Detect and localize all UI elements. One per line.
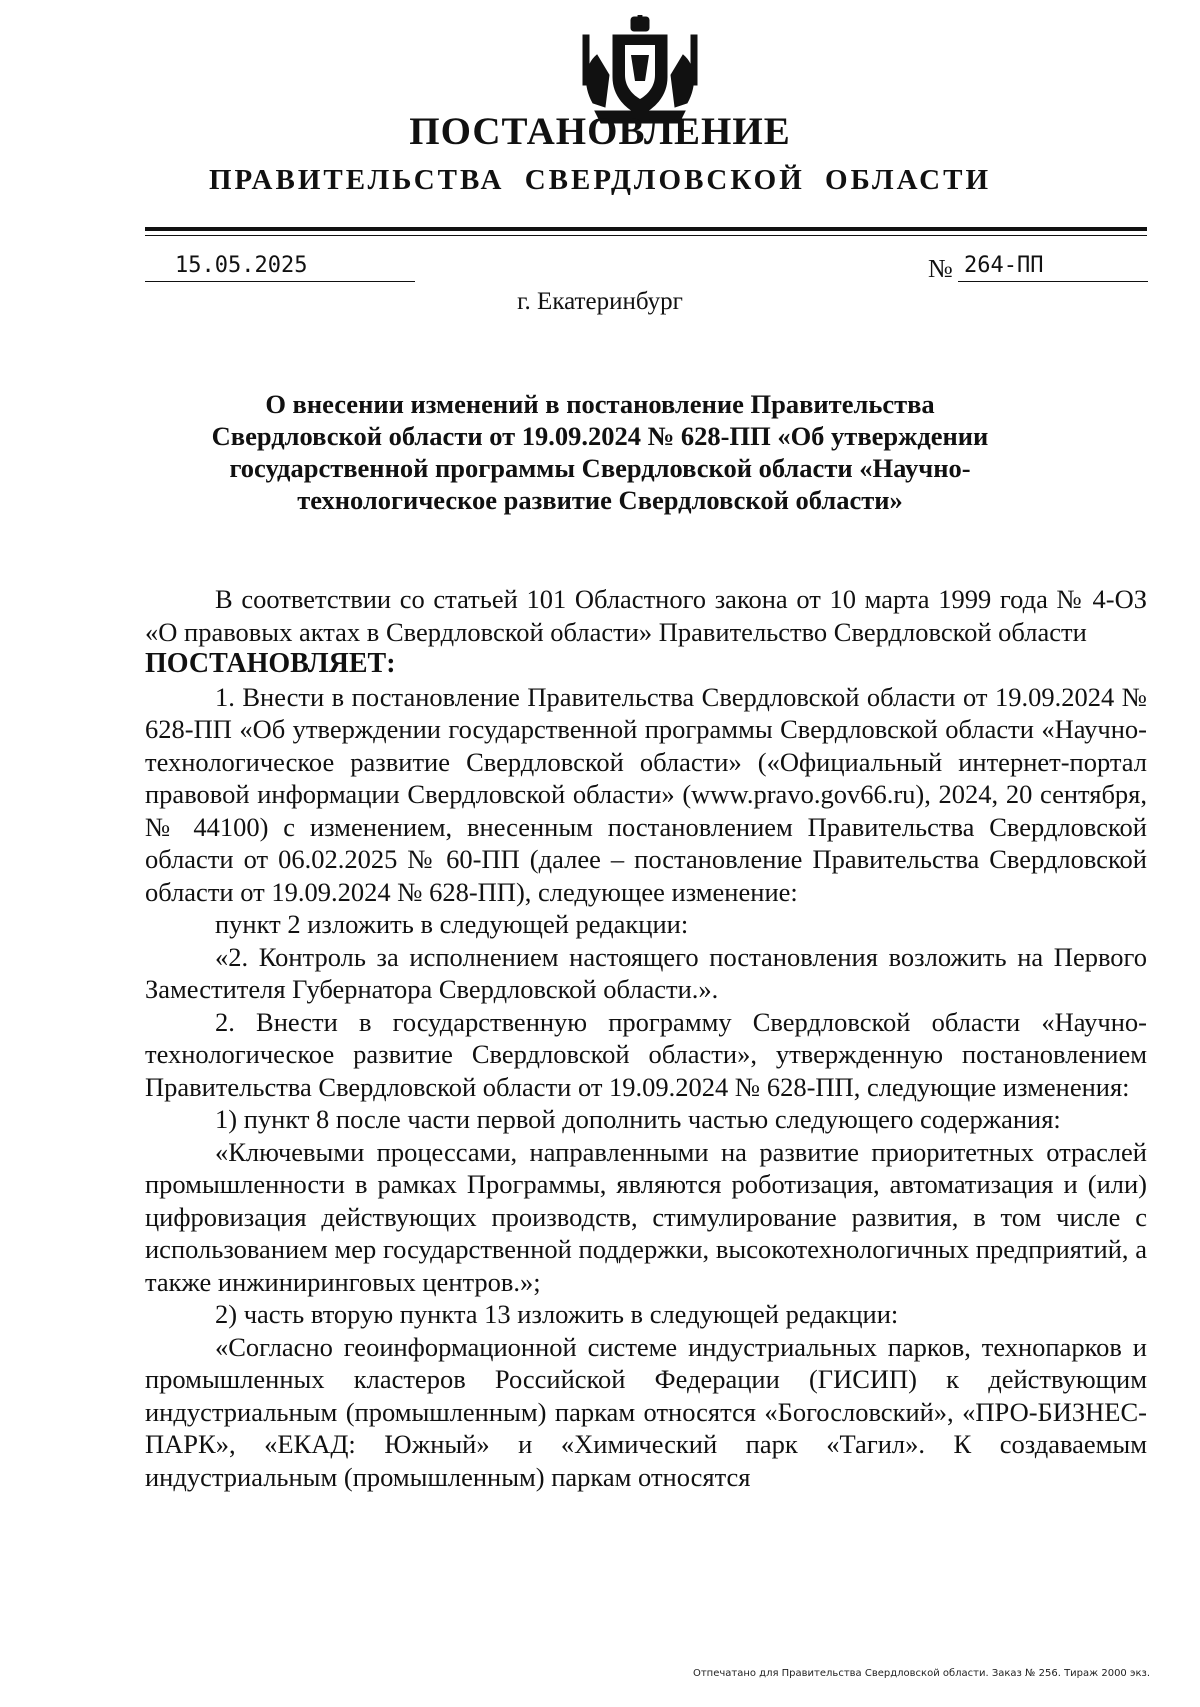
paragraph-item-2-sub-1-text: «Ключевыми процессами, направленными на развитие приоритетных отраслей промышленности в рамках Программы, являются роботизация, автоматизация и (или) цифровизация действующих производств, стимулирование развития, в том числе с использованием мер государственной поддержки, высокотехнологичных предприятий, а также инжиниринговых центров.»;: [145, 1136, 1147, 1297]
paragraph-item-1-text: «2. Контроль за исполнением настоящего постановления возложить на Первого Заместителя Губернатора Свердловской области.».: [145, 941, 1147, 1004]
paragraph-item-1: 1. Внести в постановление Правительства Свердловской области от 19.09.2024 № 628-ПП «Об утверждении государственной программы Свердловской области «Научно-технологическое развитие Свердловской области» («Официальный интернет-портал правовой информации Свердловской области» (www.pravo.gov66.ru), 2024, 20 сентября, № 44100) с изменением, внесенным постановлением Правительства Свердловской области от 06.02.2025 № 60-ПП (далее – постановление Правительства Свердловской области от 19.09.2024 № 628-ПП), следующее изменение:: [145, 681, 1147, 907]
document-city: г. Екатеринбург: [517, 288, 683, 315]
paragraph-item-2: 2. Внести в государственную программу Свердловской области «Научно-технологическое развитие Свердловской области», утвержденную постановлением Правительства Свердловской области от 19.09.2024 № 628-ПП, следующие изменения:: [145, 1006, 1147, 1102]
paragraph-item-2-sub-1: 1) пункт 8 после части первой дополнить частью следующего содержания:: [215, 1104, 1061, 1134]
number-label: №: [928, 254, 953, 283]
paragraph-item-1-change: пункт 2 изложить в следующей редакции:: [215, 909, 689, 939]
document-date: 15.05.2025: [175, 253, 308, 278]
paragraph-item-2-sub-2: 2) часть вторую пункта 13 изложить в следующей редакции:: [215, 1299, 899, 1329]
resolve-heading: ПОСТАНОВЛЯЕТ:: [145, 648, 396, 679]
document-title: ПОСТАНОВЛЕНИЕ: [409, 110, 791, 153]
header-divider-thin: [145, 235, 1147, 236]
document-body: [145, 583, 1147, 1493]
date-field: [145, 253, 415, 282]
number-field: [958, 253, 1148, 282]
document-number: 264-ПП: [964, 253, 1044, 278]
coat-of-arms-icon: [575, 15, 705, 125]
document-heading: О внесении изменений в постановление Правительства Свердловской области от 19.09.2024 № 628-ПП «Об утверждении государственной программы Свердловской области «Научно-технологическое развитие Свердловской области»: [211, 389, 989, 515]
header-divider-thick: [145, 227, 1147, 231]
paragraph-item-2-sub-2-text: «Согласно геоинформационной системе индустриальных парков, технопарков и промышленных кластеров Российской Федерации (ГИСИП) к действующим индустриальным (промышленным) паркам относятся «Богословский», «ПРО-БИЗНЕС-ПАРК», «ЕКАД: Южный» и «Химический парк «Тагил». К создаваемым индустриальным (промышленным) паркам относятся: [145, 1331, 1147, 1492]
paragraph-preamble: В соответствии со статьей 101 Областного закона от 10 марта 1999 года № 4-ОЗ «О правовых актах в Свердловской области» Правительство Свердловской области: [145, 584, 1147, 647]
print-footer: Отпечатано для Правительства Свердловской области. Заказ № 256. Тираж 2000 экз.: [692, 1668, 1150, 1679]
document-subtitle: ПРАВИТЕЛЬСТВА СВЕРДЛОВСКОЙ ОБЛАСТИ: [208, 164, 992, 196]
